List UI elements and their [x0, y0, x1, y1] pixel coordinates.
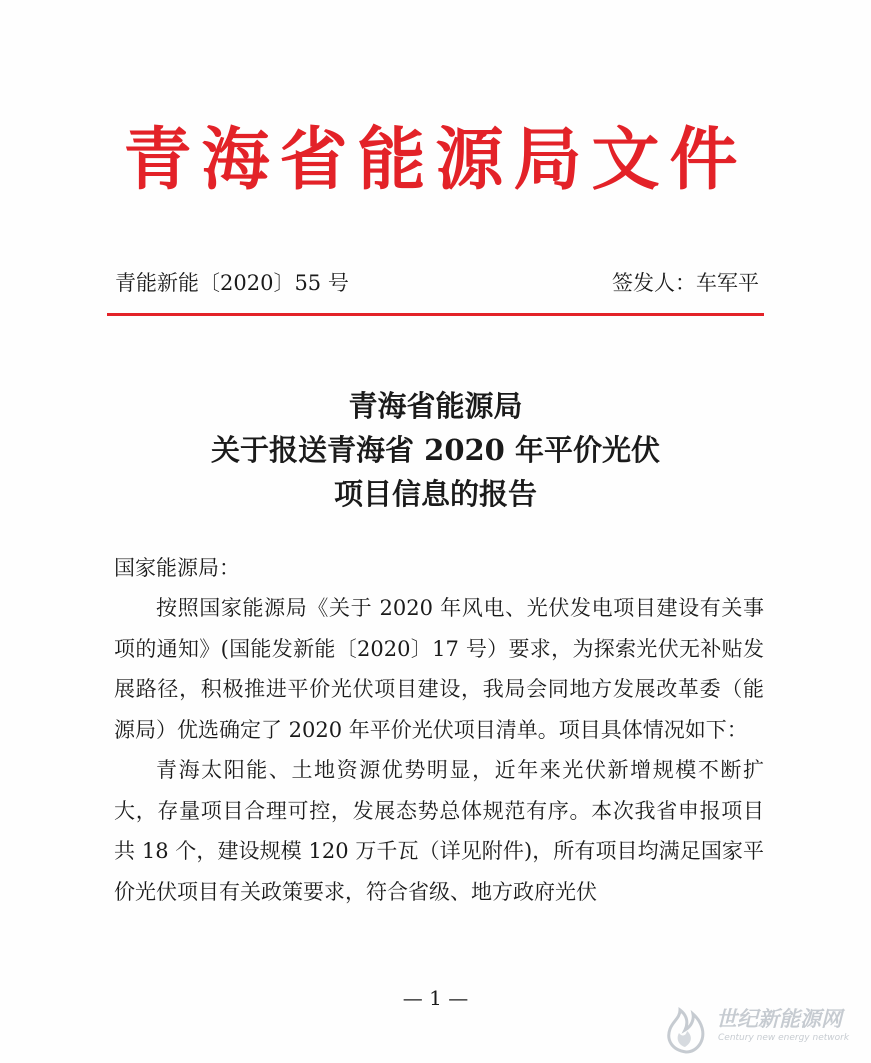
- report-title-line-2: 关于报送青海省 2020 年平价光伏: [211, 433, 660, 467]
- page-number: — 1 —: [402, 986, 469, 1010]
- document-header-title: 青海省能源局文件: [123, 120, 748, 200]
- document-number: 青能新能〔2020〕55 号: [115, 271, 349, 295]
- watermark-name: 世纪新能源网: [716, 1007, 842, 1031]
- document-signer: 签发人：车军平: [612, 271, 759, 295]
- report-title: [0, 384, 871, 516]
- watermark-subtitle: Century new energy network: [718, 1033, 850, 1043]
- watermark: [658, 1002, 863, 1057]
- red-divider-line: [107, 313, 764, 316]
- report-title-line-1: 青海省能源局: [348, 389, 523, 423]
- body-text: [114, 588, 764, 912]
- flame-swirl-logo-icon: [658, 1002, 714, 1057]
- salutation: 国家能源局：: [114, 556, 240, 580]
- body-paragraph-1: 按照国家能源局《关于 2020 年风电、光伏发电项目建设有关事项的通知》(国能发新能〔2020〕17 号）要求，为探索光伏无补贴发展路径，积极推进平价光伏项目建设，我局会同地方发展改革委（能源局）优选确定了 2020 年平价光伏项目清单。项目具体情况如下：: [114, 596, 764, 742]
- document-meta-row: [115, 268, 759, 298]
- report-title-line-3: 项目信息的报告: [333, 477, 537, 511]
- body-paragraph-2: 青海太阳能、土地资源优势明显，近年来光伏新增规模不断扩大，存量项目合理可控，发展态势总体规范有序。本次我省申报项目共 18 个，建设规模 120 万千瓦（详见附件)，所有项目均满足国家平价光伏项目有关政策要求，符合省级、地方政府光伏: [114, 758, 764, 904]
